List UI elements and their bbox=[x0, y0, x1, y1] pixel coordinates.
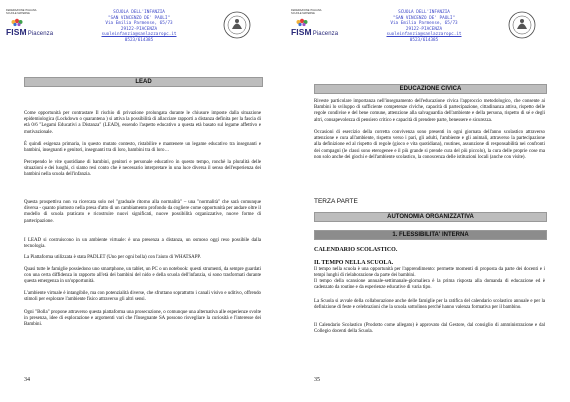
school-info bbox=[84, 10, 194, 44]
school-line-1: SCUOLA DELL'INFANZIA bbox=[398, 10, 450, 15]
fism-brand bbox=[6, 27, 53, 37]
fism-flower-icon bbox=[295, 17, 309, 27]
school-seal-icon bbox=[507, 10, 537, 40]
calendar-heading: CALENDARIO SCOLASTICO. bbox=[314, 247, 398, 253]
school-line-3: Via Emilia Parmense, 65/73 bbox=[105, 21, 173, 27]
school-line-2: "SAN VINCENZO DE' PAOLI" bbox=[107, 15, 171, 21]
fism-brand-text: FISM bbox=[6, 27, 27, 37]
section-title-lead: LEAD bbox=[24, 77, 263, 87]
section-title-educazione-civica: EDUCAZIONE CIVICA bbox=[314, 84, 547, 94]
lead-paragraph-1: Come opportunità per contrastare Il rischio di privazione prolungata durante le chiusure imposte dalla situazione epidemiologica (Lockdown o quarantena ) si attiva la possibilità di allacciare rapporti a distanza definita per la fascia di età 0/6 "Legami Educativi a Distanza" (LEAD), essendo l'aspetto educativo a questa età basato sul legame affettivo e motivazionale. bbox=[24, 111, 261, 135]
school-phone: 0523/614385 bbox=[409, 37, 439, 43]
fism-city-text: Piacenza bbox=[27, 31, 54, 37]
lead-paragraph-8: L'ambiente virtuale è intangibile, ma con potenzialità diverse, che sfruttano soprattutto i canali visivo e uditivo, offrendo stimoli per esplorare l'ambiente fisico attraverso gli altri sensi. bbox=[24, 291, 261, 303]
page-number-right: 35 bbox=[314, 377, 320, 383]
page-right bbox=[285, 0, 570, 402]
time-paragraph-1: Il tempo nella scuola è una opportunità per l'apprendimento: permette momenti di proposta da parte dei docenti e i tempi lunghi di rielaborazione da parte dei bambini. bbox=[314, 267, 545, 279]
school-line-1: SCUOLA DELL'INFANZIA bbox=[113, 10, 165, 15]
fism-city-text: Piacenza bbox=[312, 31, 339, 37]
school-line-3: Via Emilia Parmense, 65/73 bbox=[390, 21, 458, 27]
fism-brand bbox=[291, 27, 338, 37]
civica-paragraph-1: Riveste particolare importanza nell'insegnamento dell'educazione civica l'approccio metodologico, che consente ai Bambini lo sviluppo di sufficiente competenze civiche, capacità di partecipazione, cittadinanza attiva, rispetto delle regole condivise e del bene comune, attenzione alla salvaguardia dell'ambiente e della persona, rispetto di sé e degli altri, consapevolezza di pensiero critico e capacità di prendere parte, benessere e sicurezza. bbox=[314, 99, 545, 123]
fism-logo bbox=[291, 9, 339, 37]
autonomy-bar: AUTONOMIA ORGANIZZATIVA bbox=[314, 212, 547, 222]
school-email-link[interactable]: suoleinfanzia@sanlazzaropc.it bbox=[386, 32, 462, 38]
school-email-link[interactable]: suoleinfanzia@sanlazzaropc.it bbox=[101, 32, 177, 38]
time-paragraph-3: La Scuola si avvale della collaborazione anche delle famiglie per la ratifica del calendario scolastico annuale e per la definizione di feste e celebrazioni che la scuola sottolinea perché hanno valenza formativa per il bambino. bbox=[314, 299, 545, 311]
lead-paragraph-5: I LEAD si costruiscono in un ambiente virtuale: è una presenza a distanza, un osmoso oggi reso possibile dalla tecnologia. bbox=[24, 238, 261, 250]
fism-logo bbox=[6, 9, 54, 37]
school-line-4: 29122-PIACENZA bbox=[405, 26, 443, 32]
time-heading: IL TEMPO NELLA SCUOLA. bbox=[314, 260, 394, 266]
page-number-left: 34 bbox=[24, 377, 30, 383]
fism-brand-text: FISM bbox=[291, 27, 312, 37]
civica-paragraph-2: Occasioni di esercizio della corretta convivenza sono presenti in ogni giornata dell'anno scolastico attraverso attenzione e cura all'ambiente, rispetto verso i pari, gli adulti, l'ambiente e gli animali, attraverso la partecipazione alla definizione ed al rispetto di regole (gioco e vita quotidiana), routines, assunzione di responsabilità nei confronti dei compagni (le classi sono eterogenee e il più grande si prende cura del più piccolo), la cura delle proprie cose ma non solo anche dei giochi e dell'ambiente scolastico, la conoscenza delle istituzioni locali (anche con visite). bbox=[314, 130, 545, 160]
fism-flower-icon bbox=[10, 17, 24, 27]
time-paragraph-4: Il Calendario Scolastico (Prodotto come allegato) è approvato dal Gestore, dal consiglio di amministrazione e dal Collegio docenti della Scuola. bbox=[314, 323, 545, 335]
lead-paragraph-7: Quasi tutte le famiglie possiedono uno smartphone, un tablet, un PC o un notebook: questi strumenti, da sempre guardati con una certa diffidenza in rapporto all'età dei bambini del nido e della scuola dell'infanzia, si sono trasformati durante questa emergenza in un'opportunità. bbox=[24, 267, 261, 285]
lead-paragraph-3: Percependo le vite quotidiane di bambini, genitori e personale educativo in questo tempo, ronchè la pluralità delle situazioni e dei luoghi, ci siamo resi conto che è necessario interpretare in una luce diversa il senso dell'esperienza dei bambini nella scuola dell'infanzia. bbox=[24, 160, 261, 178]
school-line-4: 29122-PIACENZA bbox=[120, 26, 158, 32]
fism-federation-line2: SCUOLE MATERNE bbox=[6, 12, 30, 15]
school-line-2: "SAN VINCENZO DE' PAOLI" bbox=[392, 15, 456, 21]
school-info bbox=[369, 10, 479, 44]
lead-paragraph-6: La Piattaforma utilizzata è stata PADLET (Uno per ogni bolla) con l'aiuto di WHATSAPP. bbox=[24, 255, 201, 260]
lead-paragraph-9: Ogni "Bolla" propone attraverso questa piattaforma una prosecuzione, o comunque una alternativa alle esperienze svolte in presenza, idee di esplorazione e argomenti vari che l'Insegnante SA possono risvegliare la curiosità e l'interesse dei Bambini. bbox=[24, 310, 261, 328]
school-seal-icon bbox=[222, 10, 252, 40]
lead-paragraph-2: È quindi esigenza primaria, in questo mutato contesto, ristabilire e mantenere un legame educativo tra insegnanti e bambini, insegnanti e genitori, insegnanti tra di loro, bambini tra di loro… bbox=[24, 142, 261, 154]
part-title: TERZA PARTE bbox=[314, 198, 358, 205]
fism-federation-line2: SCUOLE MATERNE bbox=[291, 12, 315, 15]
time-paragraph-2: Il tempo della scansione annuale-settimanale-giornaliera è la prima risposta alla domanda di educazione ed è cadenzato da routine e da esperienze educative di varia tipo. bbox=[314, 279, 545, 291]
lead-paragraph-4: Questa prospettiva non va ricercata solo nel "graduale ritorno alla normalità" – una "normalità" che sarà comunque diversa - quanto piuttosto nella presa d'atto di un cambiamento profondo da cogliere come opportunità per andare oltre il modello di scuola praticato e ricostruire nuovi significati, nuove possibilità organizzative, nuove forme di partecipazione. bbox=[24, 200, 261, 224]
fism-federation-line1: FEDERAZIONE ITALIANA bbox=[291, 9, 322, 12]
school-phone: 0523/614385 bbox=[124, 37, 154, 43]
flex-bar: 1. FLESSIBILITA' INTERNA bbox=[314, 230, 547, 240]
fism-federation-line1: FEDERAZIONE ITALIANA bbox=[6, 9, 37, 12]
